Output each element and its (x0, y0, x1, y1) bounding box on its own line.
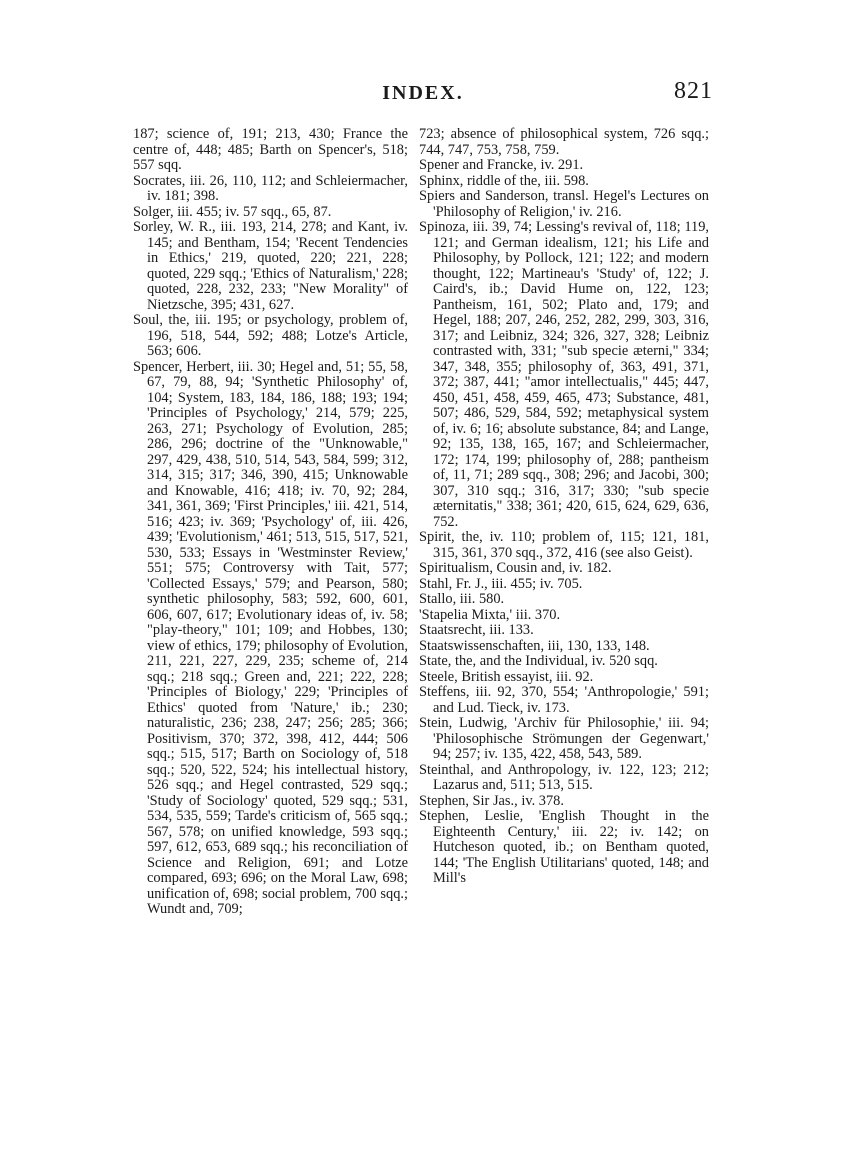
page-number: 821 (674, 78, 713, 104)
index-entry: Stephen, Leslie, 'English Thought in the Eighteenth Century,' iii. 22; iv. 142; on Hutcheson quoted, ib.; on Bentham quoted, 144; 'The English Utilitarians' quoted, 148; and Mill's (419, 808, 709, 886)
index-entry: Stallo, iii. 580. (419, 591, 505, 607)
index-entry: Sorley, W. R., iii. 193, 214, 278; and Kant, iv. 145; and Bentham, 154; 'Recent Tendencies in Ethics,' 219, quoted, 220; 221, 228; quoted, 229 sqq.; 'Ethics of Naturalism,' 228; quoted, 228, 232, 233; "New Morality" of Nietzsche, 395; 431, 627. (133, 219, 408, 313)
page-header (133, 78, 713, 118)
index-entry: State, the, and the Individual, iv. 520 sqq. (419, 653, 658, 669)
left-column (133, 127, 408, 918)
index-entry: Stein, Ludwig, 'Archiv für Philosophie,' iii. 94; 'Philosophische Strömungen der Gegenwart,' 94; 257; iv. 135, 422, 458, 543, 589. (419, 715, 709, 762)
right-column (419, 127, 709, 887)
index-entry: 187; science of, 191; 213, 430; France the centre of, 448; 485; Barth on Spencer's, 518; 557 sqq. (133, 126, 408, 173)
index-entry: Staatsrecht, iii. 133. (419, 622, 534, 638)
index-entry: Steele, British essayist, iii. 92. (419, 668, 594, 685)
index-entry: Spencer, Herbert, iii. 30; Hegel and, 51; 55, 58, 67, 79, 88, 94; 'Synthetic Philosophy' of, 104; System, 183, 184, 186, 188; 193; 194; 'Principles of Psychology,' 214, 579; 225, 263, 271; Psychology of Evolution, 285; 286, 296; doctrine of the "Unknowable," 297, 429, 438, 510, 514, 543, 584, 599; 312, 314, 315; 317; 346, 390, 415; Unknowable and Knowable, 416; 418; iv. 70, 92; 284, 341, 361, 369; 'First Principles,' iii. 421, 514, 516; 423; iv. 369; 'Psychology' of, iii. 426, 439; 'Evolutionism,' 461; 513, 515, 517, 521, 530, 533; Essays in 'Westminster Review,' 551; 575; Controversy with Tait, 577; 'Collected Essays,' 579; and Pearson, 580; synthetic philosophy, 583; 592, 600, 601, 606, 607, 617; Evolutionary ideas of, iv. 58; "play-theory," 101; 109; and Hobbes, 130; view of ethics, 179; philosophy of Evolution, 211, 221, 227, 229, 235; scheme of, 214 sqq.; 218 sqq.; Green and, 221; 222, 228; 'Principles of Biology,' 229; 'Principles of Ethics' quoted from 'Nature,' ib.; 230; naturalistic, 236; 238, 247; 256; 285; 366; Positivism, 370; 372, 398, 412, 444; 506 sqq.; 515, 517; Barth on Sociology of, 518 sqq.; 520, 522, 524; his intellectual history, 526 sqq.; and Hegel contrasted, 529 sqq.; 'Study of Sociology' quoted, 529 sqq.; 531, 534, 535, 559; Tarde's criticism of, 565 sqq.; 567, 578; on unified knowledge, 593 sqq.; 597, 612, 653, 689 sqq.; his reconciliation of Science and Religion, 691; and Lotze compared, 693; 696; on the Moral Law, 698; unification of, 698; social problem, 700 sqq.; Wundt and, 709; (133, 358, 408, 917)
index-entry: Spiers and Sanderson, transl. Hegel's Lectures on 'Philosophy of Religion,' iv. 216. (419, 188, 709, 220)
index-entry: Spener and Francke, iv. 291. (419, 157, 584, 173)
index-entry: Spirit, the, iv. 110; problem of, 115; 121, 181, 315, 361, 370 sqq., 372, 416 (see also Geist). (419, 529, 709, 561)
index-entry: Steffens, iii. 92, 370, 554; 'Anthropologie,' 591; and Lud. Tieck, iv. 173. (419, 684, 709, 716)
running-head: INDEX. (382, 82, 464, 104)
index-entry: Sphinx, riddle of the, iii. 598. (419, 172, 589, 189)
index-entry: Soul, the, iii. 195; or psychology, problem of, 196, 518, 544, 592; 488; Lotze's Article, 563; 606. (133, 312, 408, 359)
index-entry: 723; absence of philosophical system, 726 sqq.; 744, 747, 753, 758, 759. (419, 126, 709, 158)
index-entry: Stahl, Fr. J., iii. 455; iv. 705. (419, 575, 583, 592)
index-entry: 'Stapelia Mixta,' iii. 370. (419, 606, 561, 623)
index-entry: Staatswissenschaften, iii, 130, 133, 148. (419, 637, 650, 654)
index-entry: Steinthal, and Anthropology, iv. 122, 123; 212; Lazarus and, 511; 513, 515. (419, 761, 709, 793)
index-entry: Spinoza, iii. 39, 74; Lessing's revival of, 118; 119, 121; and German idealism, 121; his Life and Philosophy, by Pollock, 121; 122; and modern thought, 122; Martineau's 'Study' of, 122; J. Caird's, ib.; David Hume on, 122, 123; Pantheism, 161, 502; Plato and, 179; and Hegel, 188; 207, 246, 252, 282, 299, 303, 316, 317; and Leibniz, 324; 326, 327, 328; Leibniz contrasted with, 331; "sub specie æterni," 334; 347, 348, 355; philosophy of, 363, 491, 371, 372; 387, 441; "amor intellectualis," 445; 447, 450, 451, 458, 459, 465, 473; Substance, 481, 507; 486, 529, 584, 592; metaphysical system of, iv. 6; 16; absolute substance, 84; and Lange, 92; 135, 138, 165, 167; and Schleiermacher, 172; 174, 199; philosophy of, 288; pantheism of, 11, 71; 289 sqq., 308; 296; and Jacobi, 300; 307, 310 sqq.; 316, 317; 330; "sub specie æternitatis," 338; 361; 420, 615, 624, 629, 636, 752. (419, 219, 709, 530)
index-entry: Socrates, iii. 26, 110, 112; and Schleiermacher, iv. 181; 398. (133, 172, 408, 204)
index-entry: Spiritualism, Cousin and, iv. 182. (419, 560, 612, 576)
index-entry: Stephen, Sir Jas., iv. 378. (419, 792, 564, 809)
index-entry: Solger, iii. 455; iv. 57 sqq., 65, 87. (133, 203, 332, 220)
